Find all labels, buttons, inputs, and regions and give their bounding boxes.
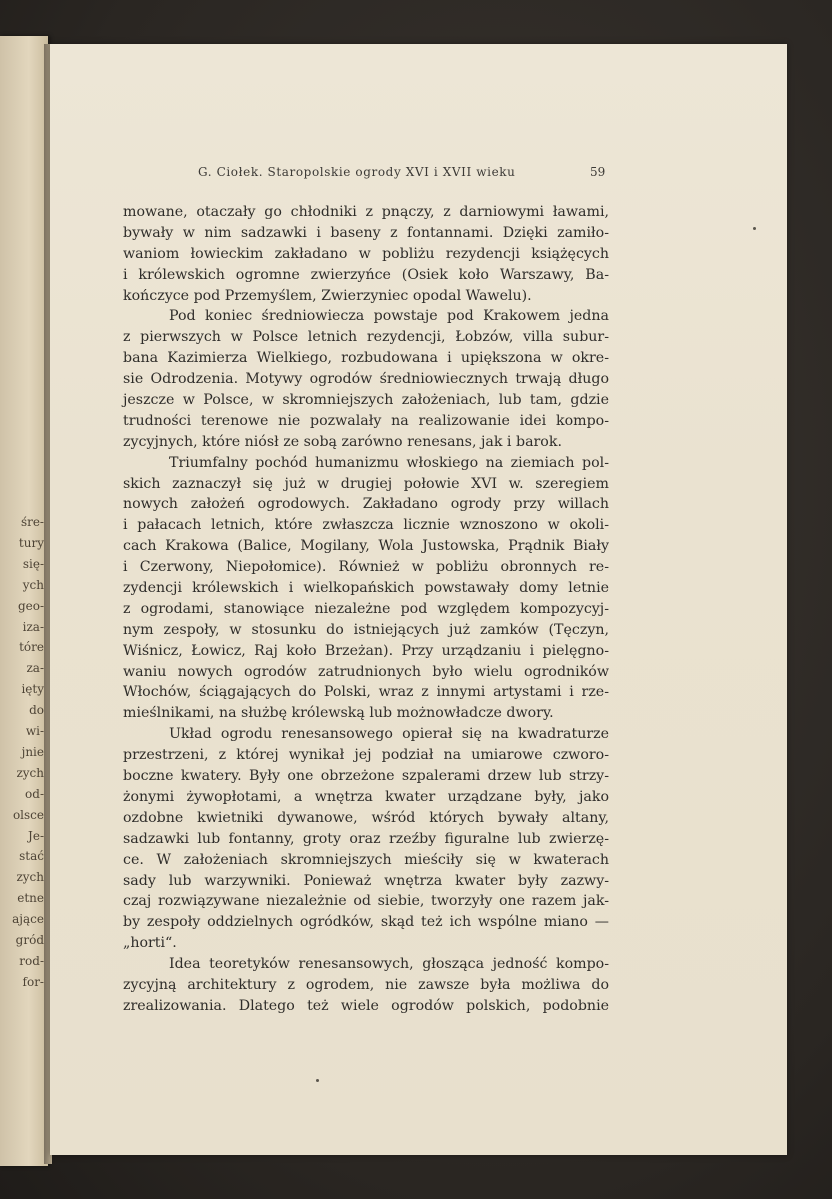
previous-page-fragment: się-: [22, 556, 44, 571]
text-line: i Czerwony, Niepołomice). Również w pobliżu obronnych re-: [123, 559, 609, 576]
text-line: Włochów, ściągających do Polski, wraz z innymi artystami i rze-: [123, 684, 609, 701]
text-line: „horti“.: [123, 935, 177, 952]
text-line: cach Krakowa (Balice, Mogilany, Wola Justowska, Prądnik Biały: [123, 538, 609, 555]
previous-page-fragment: gród: [15, 933, 44, 947]
previous-page-fragment: za-: [26, 661, 44, 676]
text-line: sadzawki lub fontanny, groty oraz rzeźby figuralne lub zwierzę-: [123, 830, 609, 847]
running-title: G. Ciołek. Staropolskie ogrody XVI i XVII wieku: [198, 165, 516, 179]
previous-page-fragment: od-: [25, 786, 44, 801]
text-line: trudności terenowe nie pozwalały na realizowanie idei kompo-: [123, 412, 609, 429]
previous-page-fragment: Je-: [28, 828, 44, 843]
previous-page-fragment: etne: [17, 891, 44, 906]
text-line: by zespoły oddzielnych ogródków, skąd też ich wspólne miano —: [123, 914, 609, 931]
previous-page-fragment: tury: [18, 535, 44, 550]
previous-page-fragment: wi-: [25, 724, 44, 738]
previous-page-fragment: śre-: [20, 515, 44, 529]
text-line: z pierwszych w Polsce letnich rezydencji, Łobzów, villa subur-: [123, 329, 609, 346]
text-line: mieślnikami, na służbę królewską lub możnowładcze dwory.: [123, 705, 554, 722]
text-line: żonymi żywopłotami, a wnętrza kwater urządzane były, jako: [123, 788, 609, 805]
text-line: boczne kwatery. Były one obrzeżone szpalerami drzew lub strzy-: [123, 768, 609, 785]
previous-page-fragment: zych: [16, 765, 44, 780]
text-line: ce. W założeniach skromniejszych mieściły się w kwaterach: [123, 851, 609, 868]
text-line: bywały w nim sadzawki i baseny z fontannami. Dzięki zamiło-: [123, 224, 609, 241]
page-number: 59: [590, 165, 606, 179]
previous-page-fragment: ych: [22, 577, 44, 592]
text-line: i królewskich ogromne zwierzyńce (Osiek koło Warszawy, Ba-: [123, 266, 609, 283]
previous-page-fragment: geo-: [17, 598, 44, 613]
previous-page-fragment: iza-: [22, 619, 44, 634]
text-line: zycyjną architektury z ogrodem, nie zawsze była możliwa do: [123, 976, 609, 993]
previous-page-fragment: jnie: [21, 744, 44, 759]
text-line: bana Kazimierza Wielkiego, rozbudowana i upiększona w okre-: [123, 350, 609, 367]
text-line: waniom łowieckim zakładano w pobliżu rezydencji książęcych: [123, 245, 609, 262]
text-line: zrealizowania. Dlatego też wiele ogrodów polskich, podobnie: [123, 997, 609, 1014]
text-line: z ogrodami, stanowiące niezależne pod względem kompozycyj-: [123, 600, 609, 617]
text-line: waniu nowych ogrodów zatrudnionych było wielu ogrodników: [123, 663, 609, 680]
paper-speck: [316, 1079, 319, 1082]
previous-page-fragment: rod-: [19, 953, 44, 968]
previous-page-fragment: for-: [22, 974, 44, 989]
previous-page-fragment: olsce: [12, 807, 44, 822]
text-line: Idea teoretyków renesansowych, głosząca jedność kompo-: [169, 956, 609, 973]
body-text: [123, 202, 609, 1017]
text-line: Układ ogrodu renesansowego opierał się na kwadraturze: [169, 726, 609, 743]
text-line: zydencji królewskich i wielkopańskich powstawały domy letnie: [123, 580, 609, 597]
text-line: nowych założeń ogrodowych. Zakładano ogrody przy willach: [123, 496, 609, 513]
previous-page-edge: [0, 36, 48, 1166]
previous-page-fragment: ięty: [21, 682, 44, 697]
text-line: sie Odrodzenia. Motywy ogrodów średniowiecznych trwają długo: [123, 371, 609, 388]
text-line: mowane, otaczały go chłodniki z pnączy, z darniowymi ławami,: [123, 204, 609, 220]
text-line: skich zaznaczył się już w drugiej połowie XVI w. szeregiem: [123, 475, 609, 492]
previous-page-fragment: zych: [16, 870, 44, 885]
text-line: Triumfalny pochód humanizmu włoskiego na ziemiach pol-: [169, 454, 609, 471]
paper-speck: [753, 227, 756, 230]
previous-page-fragment: tóre: [19, 640, 44, 655]
text-line: ozdobne kwietniki dywanowe, wśród których bywały altany,: [123, 809, 609, 826]
text-line: zycyjnych, które niósł ze sobą zarówno renesans, jak i barok.: [123, 433, 562, 450]
previous-page-fragment: stać: [19, 849, 44, 864]
text-line: czaj rozwiązywane niezależnie od siebie, tworzyły one razem jak-: [123, 893, 609, 910]
text-line: Wiśnicz, Łowicz, Raj koło Brzeżan). Przy urządzaniu i pielęgno-: [123, 642, 609, 659]
text-line: i pałacach letnich, które zwłaszcza licznie wznoszono w okoli-: [123, 517, 609, 534]
text-line: nym zespoły, w stosunku do istniejących już zamków (Tęczyn,: [123, 621, 609, 638]
text-line: sady lub warzywniki. Ponieważ wnętrza kwater były zazwy-: [123, 872, 609, 889]
book-page: [50, 44, 787, 1155]
text-line: jeszcze w Polsce, w skromniejszych założeniach, lub tam, gdzie: [123, 392, 609, 409]
previous-page-fragment: do: [29, 703, 44, 718]
previous-page-fragment: ające: [12, 912, 44, 927]
text-line: Pod koniec średniowiecza powstaje pod Krakowem jedna: [169, 308, 609, 325]
text-line: kończyce pod Przemyślem, Zwierzyniec opodal Wawelu).: [123, 287, 532, 304]
text-line: przestrzeni, z której wynikał jej podział na umiarowe czworo-: [123, 747, 609, 764]
